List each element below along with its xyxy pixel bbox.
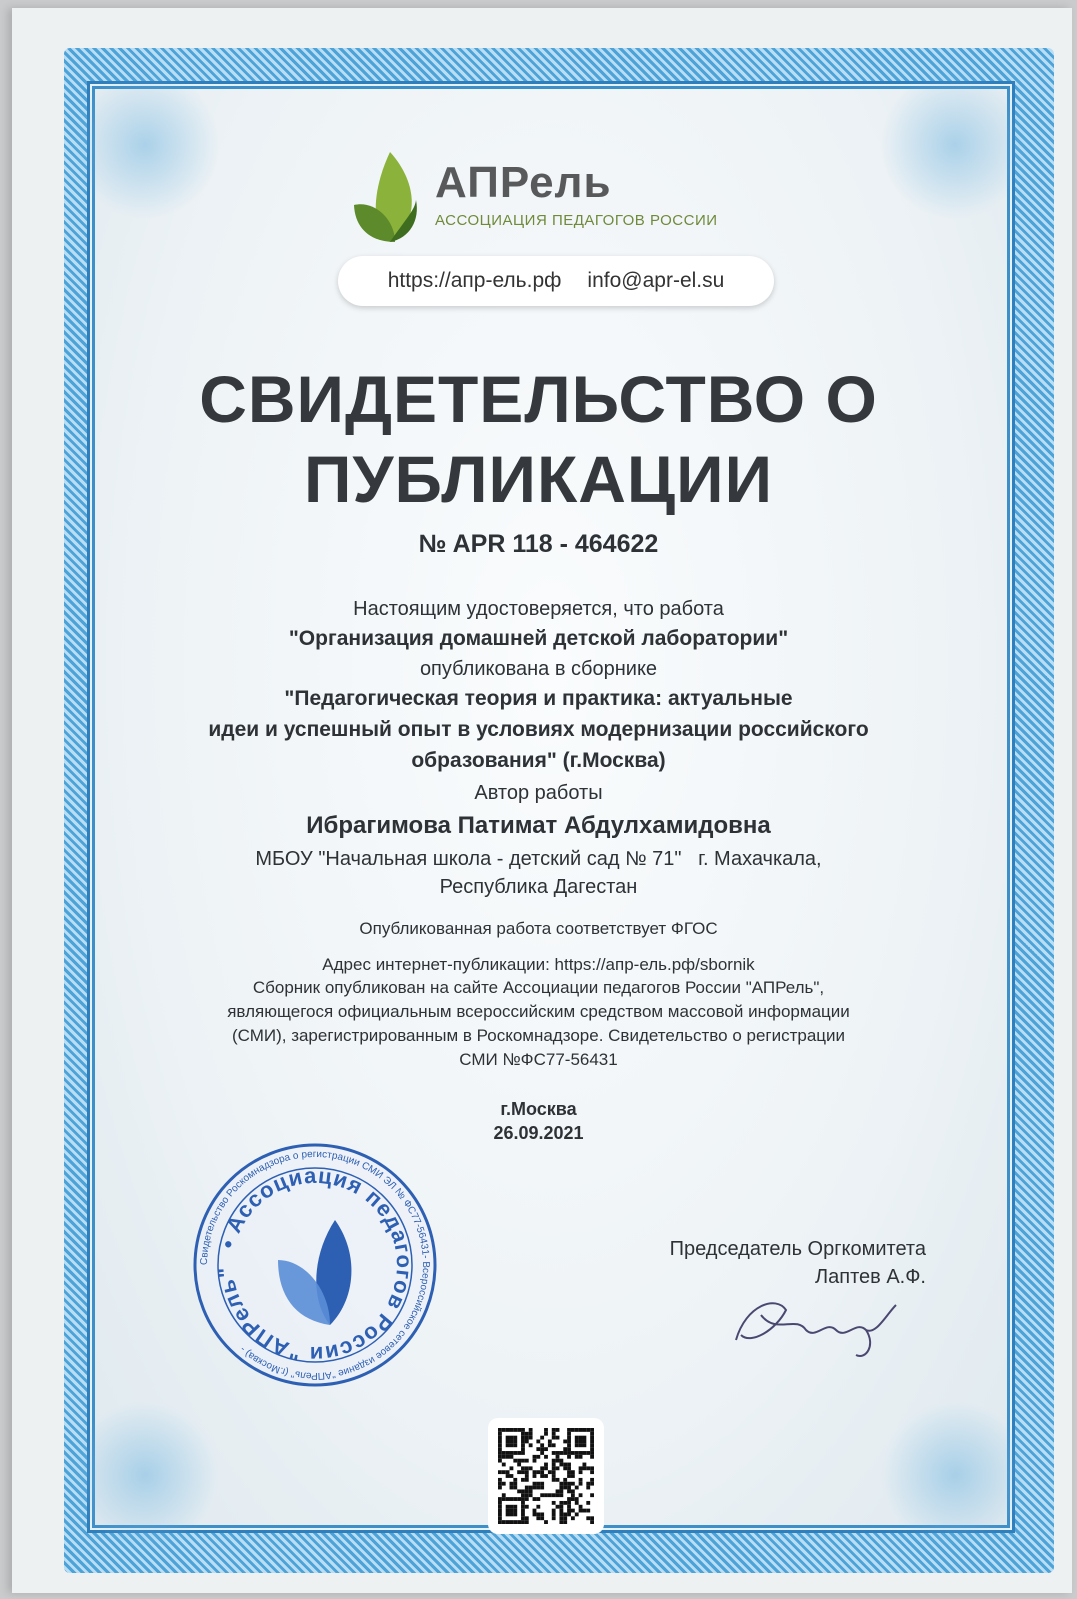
- corner-ornament: [880, 1400, 1030, 1550]
- logo-title: АПРель: [435, 158, 612, 207]
- intro-text: Настоящим удостоверяется, что работа: [353, 598, 724, 620]
- published-in-text: опубликована в сборнике: [419, 658, 658, 680]
- corner-ornament: [70, 70, 220, 220]
- publication-address: Адрес интернет-публикации: https://апр-ель.рф/sbornik: [322, 955, 755, 974]
- corner-ornament: [880, 70, 1030, 220]
- logo-subtitle: АССОЦИАЦИЯ ПЕДАГОГОВ РОССИИ: [435, 212, 718, 229]
- official-stamp: [190, 1140, 440, 1390]
- organization-line1: МБОУ "Начальная школа - детский сад № 71" г. Махачкала,: [255, 848, 822, 870]
- city: г.Москва: [500, 1099, 577, 1119]
- signatory-name: Лаптев А.Ф.: [815, 1266, 926, 1288]
- signature-block: [600, 1235, 926, 1291]
- corner-ornament: [70, 1400, 220, 1550]
- stamp-inner-text: • Ассоциация педагогов России "АПРель": [212, 1162, 418, 1368]
- website-link[interactable]: https://апр-ель.рф: [387, 269, 562, 292]
- leaf-icon: [350, 150, 420, 245]
- signatory-role: Председатель Оргкомитета: [669, 1238, 926, 1260]
- date: 26.09.2021: [493, 1123, 584, 1143]
- apr-logo: [350, 150, 770, 245]
- author-label: Автор работы: [474, 782, 603, 804]
- qr-code[interactable]: [488, 1418, 604, 1534]
- author-name: Ибрагимова Патимат Абдулхамидовна: [306, 812, 771, 839]
- collection-title-line3: образования" (г.Москва): [411, 749, 666, 772]
- certificate-number: № APR 118 - 464622: [418, 530, 659, 558]
- email-link[interactable]: info@apr-el.su: [587, 269, 725, 292]
- qr-code-pattern: [498, 1428, 594, 1524]
- collection-title-line1: "Педагогическая теория и практика: актуальные: [284, 687, 793, 710]
- info-line2: являющегося официальным всероссийским средством массовой информации: [227, 1002, 850, 1021]
- certificate-title-line1: СВИДЕТЕЛЬСТВО О: [199, 362, 878, 436]
- work-title: "Организация домашней детской лаборатории": [288, 627, 789, 650]
- info-line4: СМИ №ФС77-56431: [459, 1050, 618, 1069]
- contacts-bar: [338, 256, 774, 306]
- fgos-note: Опубликованная работа соответствует ФГОС: [359, 919, 718, 938]
- certificate-title-line2: ПУБЛИКАЦИИ: [303, 442, 774, 516]
- organization-line2: Республика Дагестан: [439, 876, 638, 898]
- info-line1: Сборник опубликован на сайте Ассоциации педагогов России "АПРель",: [252, 978, 825, 997]
- info-line3: (СМИ), зарегистрированным в Роскомнадзоре. Свидетельство о регистрации: [231, 1026, 846, 1045]
- collection-title-line2: идеи и успешный опыт в условиях модернизации российского: [208, 718, 869, 741]
- handwritten-signature: [716, 1285, 916, 1365]
- stamp-outer-text: Свидетельство Роскомнадзора о регистрации СМИ ЭЛ № ФС77-56431- Всероссийское сетевое издание "АПРель" (г.Москва) -: [198, 1148, 432, 1382]
